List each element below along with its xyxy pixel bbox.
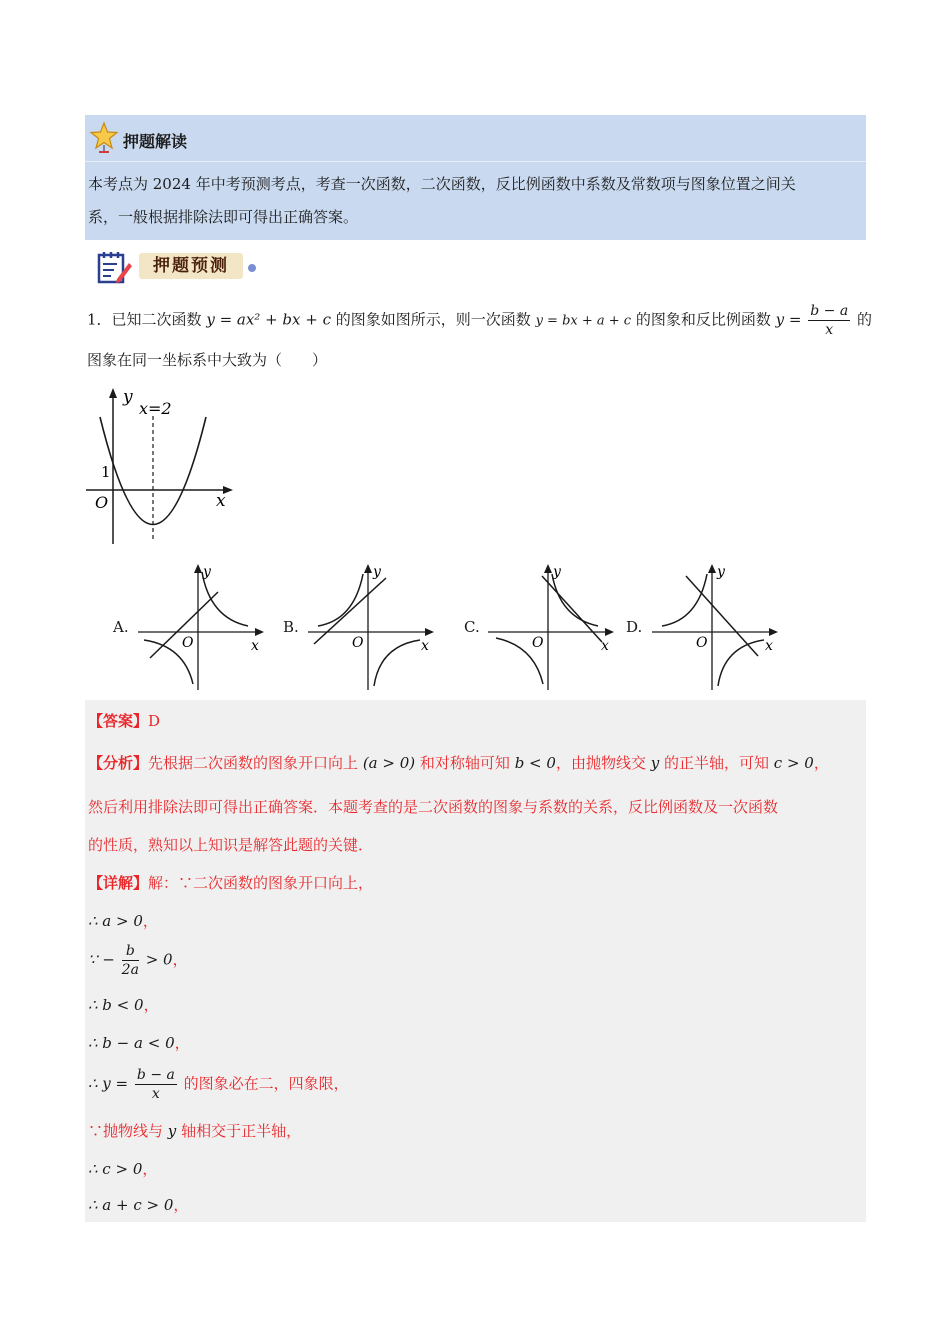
analysis-math-c: c > 0	[773, 754, 814, 772]
step-6-var: y	[167, 1122, 177, 1140]
step-8	[88, 1194, 188, 1215]
analysis-math-b: b < 0	[514, 754, 556, 772]
analysis-math-a: (a > 0)	[362, 754, 416, 772]
step-1-math: ∴ a > 0	[88, 912, 143, 930]
analysis-text-g: 的正半轴，可知	[664, 754, 770, 772]
quadratic-formula: y = ax² + bx + c	[206, 310, 331, 329]
question-text-b: 的图象如图所示，则一次函数	[335, 310, 531, 329]
step-2-comma: ，	[172, 950, 188, 969]
step-2-fraction	[122, 942, 139, 979]
detail-tag: 【详解】	[88, 874, 149, 892]
analysis-line-3: 的性质，熟知以上知识是解答此题的关键．	[88, 836, 374, 854]
answer-line	[88, 710, 160, 731]
option-c-x-label: x	[601, 638, 609, 654]
option-b-line	[314, 578, 386, 644]
step-7-math: ∴ c > 0	[88, 1160, 143, 1178]
detail-line-1	[88, 872, 373, 893]
step-5-numerator: b − a	[136, 1067, 175, 1083]
step-5-post: 的图象必在二，四象限，	[183, 1074, 349, 1093]
forecast-banner	[95, 249, 265, 285]
option-c-hyperbola-1	[552, 574, 598, 626]
step-2-post: > 0	[145, 950, 173, 969]
parabola-graph	[83, 382, 253, 552]
dot-icon	[247, 263, 257, 273]
answer-value: D	[148, 712, 161, 730]
analysis-comma: ，	[813, 754, 829, 772]
step-4-comma: ，	[174, 1034, 190, 1052]
option-b-hyperbola-1	[318, 574, 363, 626]
step-5-denominator: x	[151, 1086, 160, 1102]
step-8-comma: ，	[173, 1196, 189, 1214]
step-7-comma: ，	[142, 1160, 158, 1178]
option-a-label[interactable]: A.	[113, 618, 129, 636]
analysis-math-y: y	[650, 754, 660, 772]
analysis-text-e: ，由抛物线交	[555, 754, 646, 772]
step-4	[88, 1032, 190, 1053]
step-8-math: ∴ a + c > 0	[88, 1196, 174, 1214]
star-icon	[89, 121, 119, 155]
inverse-formula-fraction	[808, 302, 850, 339]
option-d-label[interactable]: D.	[626, 618, 643, 636]
option-a-origin: O	[182, 635, 194, 651]
graph-intercept-label: 1	[101, 463, 111, 481]
step-3	[88, 994, 159, 1015]
step-2-pre: ∵ −	[88, 950, 115, 969]
step-5	[88, 1066, 349, 1103]
step-7	[88, 1158, 157, 1179]
option-b-hyperbola-2	[374, 640, 420, 686]
step-1-comma: ，	[142, 912, 158, 930]
option-d-graph[interactable]	[650, 562, 782, 692]
question-line-2: 图象在同一坐标系中大致为（ ）	[87, 351, 328, 369]
analysis-line-1	[88, 752, 829, 773]
option-d-y-label: y	[717, 564, 725, 580]
step-3-math: ∴ b < 0	[88, 996, 144, 1014]
option-a-hyperbola-1	[202, 572, 248, 626]
graph-symmetry-label: x=2	[139, 399, 172, 418]
inverse-formula-numerator: b − a	[810, 303, 849, 319]
option-b-y-label: y	[373, 564, 381, 580]
answer-box	[85, 700, 866, 1222]
option-d-hyperbola-2	[718, 640, 764, 686]
option-b-origin: O	[352, 635, 364, 651]
inverse-formula-denominator: x	[825, 322, 834, 338]
key-reading-title: 押题解读	[123, 132, 188, 151]
detail-text: 解：∵二次函数的图象开口向上，	[148, 874, 374, 892]
option-a-y-label: y	[203, 564, 211, 580]
step-6-pre: ∵抛物线与	[88, 1122, 164, 1140]
option-b-graph[interactable]	[306, 562, 438, 692]
option-d-hyperbola-1	[662, 574, 707, 626]
question-text-a: 1．已知二次函数	[87, 310, 202, 329]
key-reading-box	[85, 115, 866, 240]
key-reading-line-2: 系，一般根据排除法即可得出正确答案。	[88, 208, 359, 226]
step-1	[88, 910, 158, 931]
graph-y-label: y	[123, 387, 133, 407]
option-b-x-label: x	[421, 638, 429, 654]
step-2-denominator: 2a	[121, 962, 139, 978]
step-2	[88, 942, 188, 979]
option-a-graph[interactable]	[136, 562, 268, 692]
option-c-y-label: y	[553, 564, 561, 580]
step-5-fraction	[135, 1066, 177, 1103]
step-3-comma: ，	[143, 996, 159, 1014]
option-a-x-label: x	[251, 638, 259, 654]
option-b-label[interactable]: B.	[283, 618, 299, 636]
analysis-line-2: 然后利用排除法即可得出正确答案．本题考查的是二次函数的图象与系数的关系，反比例函数及一次函数	[88, 798, 779, 816]
answer-tag: 【答案】	[88, 712, 149, 730]
question-text-d: 的	[857, 310, 873, 329]
key-reading-header	[85, 115, 866, 162]
step-4-math: ∴ b − a < 0	[88, 1034, 175, 1052]
inverse-formula-left: y =	[775, 310, 802, 329]
question-line-1	[87, 302, 872, 339]
step-6-post: 轴相交于正半轴，	[181, 1122, 302, 1140]
key-reading-line-1: 本考点为 2024 年中考预测考点，考查一次函数，二次函数，反比例函数中系数及常数项与图象位置之间关	[88, 175, 796, 193]
forecast-title: 押题预测	[139, 253, 243, 279]
graph-x-label: x	[216, 491, 226, 511]
option-c-origin: O	[532, 635, 544, 651]
notepad-icon	[95, 249, 135, 285]
option-c-label[interactable]: C.	[464, 618, 480, 636]
step-6	[88, 1120, 301, 1141]
step-2-numerator: b	[122, 942, 139, 961]
analysis-text-c: 和对称轴可知	[419, 754, 510, 772]
option-d-origin: O	[696, 635, 708, 651]
graph-y-arrow	[109, 388, 117, 398]
key-reading-text	[88, 168, 862, 234]
linear-formula: y = bx + a + c	[535, 313, 632, 329]
step-5-pre: ∴ y =	[88, 1074, 129, 1093]
option-c-graph[interactable]	[486, 562, 618, 692]
analysis-tag: 【分析】	[88, 754, 149, 772]
analysis-text-a: 先根据二次函数的图象开口向上	[148, 754, 359, 772]
option-d-x-label: x	[765, 638, 773, 654]
question-text-c: 的图象和反比例函数	[635, 310, 771, 329]
graph-origin-label: O	[95, 493, 109, 512]
